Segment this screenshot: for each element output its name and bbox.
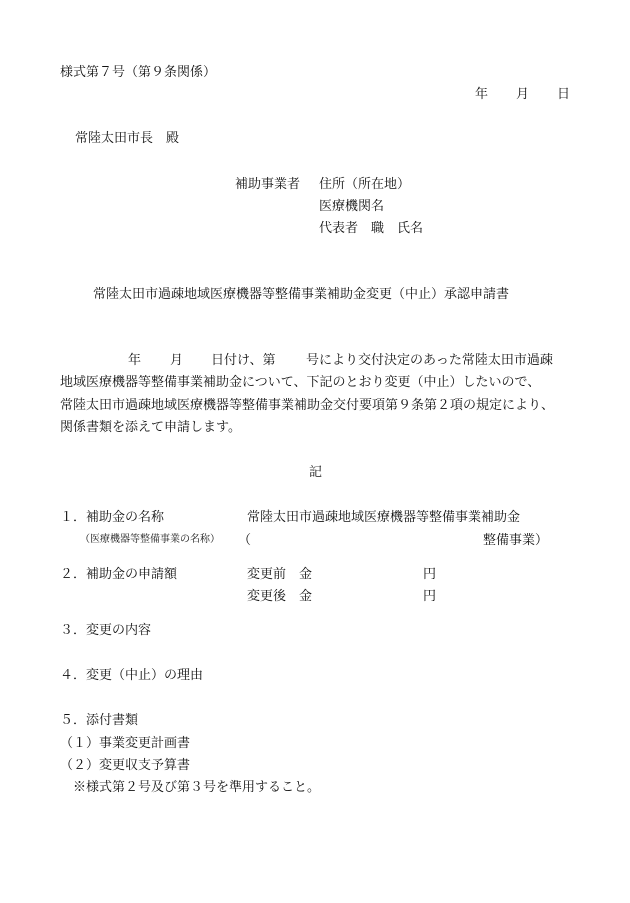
item2-after-yen: 円	[423, 589, 437, 604]
body-line3: 常陸太田市過疎地域医療機器等整備事業補助金交付要項第９条第２項の規定により、	[60, 398, 555, 413]
applicant-institution-label: 医療機関名	[319, 199, 385, 214]
applicant-role: 補助事業者	[235, 177, 301, 192]
ki-heading: 記	[309, 465, 323, 480]
item1-sub-close: 整備事業）	[483, 533, 549, 548]
applicant-representative-label: 代表者 職 氏名	[319, 221, 424, 236]
item2-before-yen: 円	[423, 567, 437, 582]
date-day: 日	[557, 87, 571, 102]
addressee: 常陸太田市長 殿	[75, 131, 180, 146]
item5-doc2: （２）変更収支予算書	[60, 758, 191, 773]
item2-before: 変更前 金	[247, 567, 313, 582]
item5-note: ※様式第２号及び第３号を準用すること。	[73, 780, 321, 795]
item2-after: 変更後 金	[247, 589, 313, 604]
body-line1-tail: 号により交付決定のあった常陸太田市過疎	[306, 353, 553, 368]
item4-label: ４．変更（中止）の理由	[60, 668, 204, 683]
item3-label: ３．変更の内容	[60, 623, 152, 638]
body-line1-day-ref: 日付け、第	[211, 353, 276, 368]
item2-label: ２．補助金の申請額	[60, 567, 178, 582]
date-month: 月	[516, 87, 530, 102]
form-number: 様式第７号（第９条関係）	[60, 65, 217, 80]
body-line1-year: 年	[128, 353, 142, 368]
item5-label: ５．添付書類	[60, 713, 139, 728]
item1-value: 常陸太田市過疎地域医療機器等整備事業補助金	[247, 510, 521, 525]
document-title: 常陸太田市過疎地域医療機器等整備事業補助金変更（中止）承認申請書	[93, 287, 510, 302]
item5-doc1: （１）事業変更計画書	[60, 736, 191, 751]
date-year: 年	[475, 87, 489, 102]
item1-sub-label: （医療機器等整備事業の名称）	[80, 534, 220, 545]
body-line1-month: 月	[170, 353, 184, 368]
applicant-address-label: 住所（所在地）	[319, 177, 411, 192]
item1-label: １．補助金の名称	[60, 510, 165, 525]
body-line2: 地域医療機器等整備事業補助金について、下記のとおり変更（中止）したいので、	[60, 375, 541, 390]
item1-sub-open: （	[238, 533, 252, 548]
body-line4: 関係書類を添えて申請します。	[60, 420, 241, 435]
